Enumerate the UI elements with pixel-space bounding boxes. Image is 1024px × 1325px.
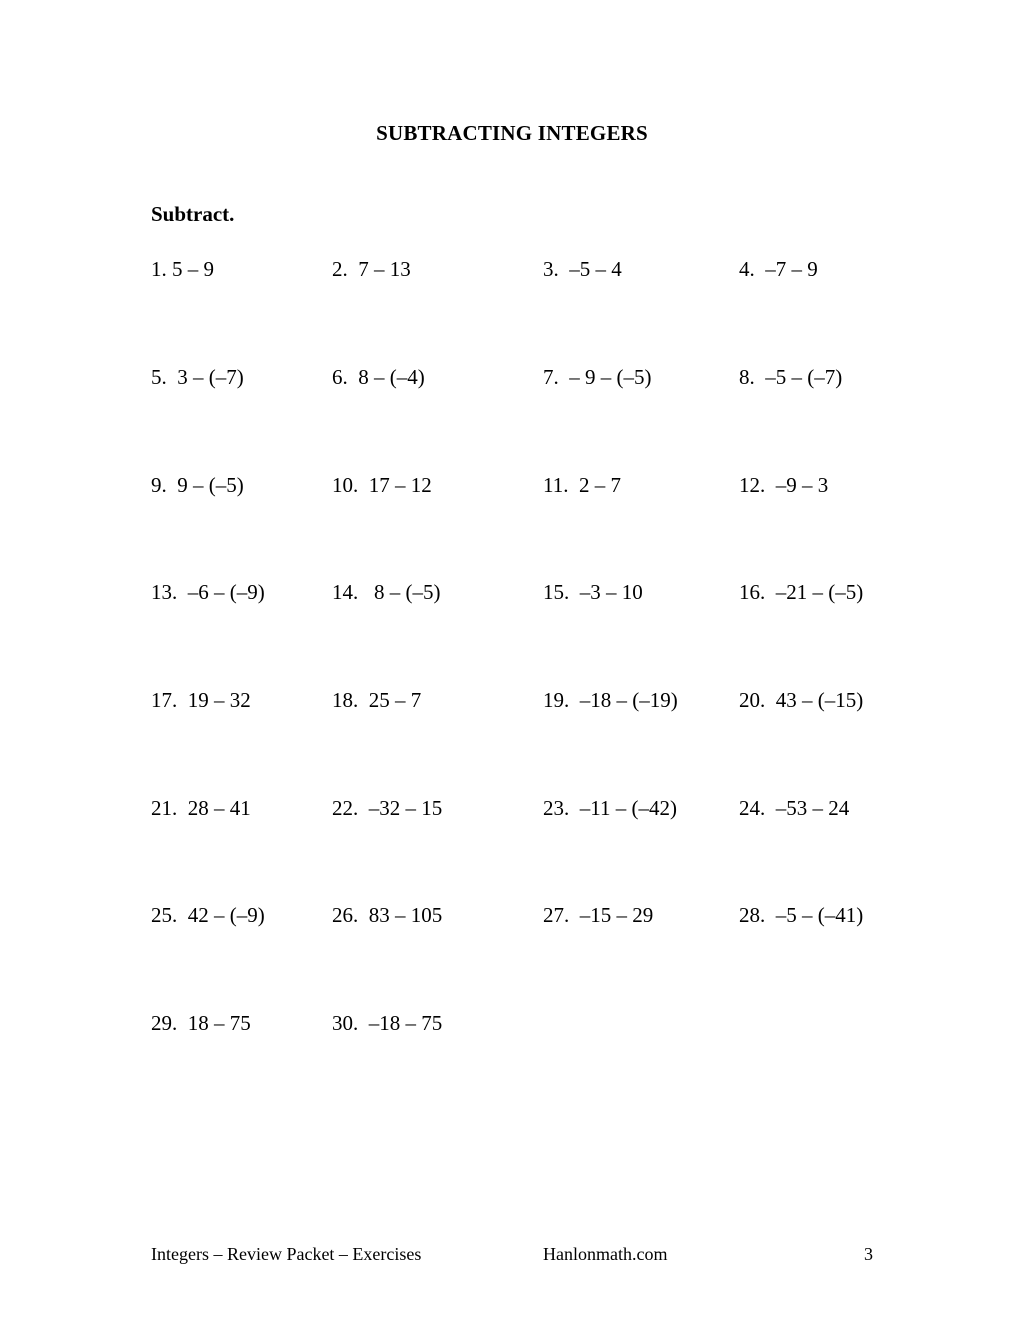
problem-item: 13. –6 – (–9) <box>151 580 265 604</box>
problem-item: 6. 8 – (–4) <box>332 365 425 389</box>
problem-item: 2. 7 – 13 <box>332 257 411 281</box>
problem-item: 8. –5 – (–7) <box>739 365 843 389</box>
problem-item: 5. 3 – (–7) <box>151 365 244 389</box>
problem-item: 26. 83 – 105 <box>332 903 443 927</box>
problem-item: 21. 28 – 41 <box>151 796 251 820</box>
problem-item: 9. 9 – (–5) <box>151 473 244 497</box>
problem-item: 3. –5 – 4 <box>543 257 622 281</box>
problem-item: 18. 25 – 7 <box>332 688 422 712</box>
problem-item: 25. 42 – (–9) <box>151 903 265 927</box>
footer-page-number: 3 <box>864 1244 873 1264</box>
problem-item: 22. –32 – 15 <box>332 796 443 820</box>
problem-item: 10. 17 – 12 <box>332 473 432 497</box>
problem-item: 14. 8 – (–5) <box>332 580 441 604</box>
page-title: SUBTRACTING INTEGERS <box>376 121 648 145</box>
footer-website: Hanlonmath.com <box>543 1244 668 1264</box>
problem-item: 7. – 9 – (–5) <box>543 365 652 389</box>
problem-item: 19. –18 – (–19) <box>543 688 678 712</box>
problem-item: 20. 43 – (–15) <box>739 688 864 712</box>
problem-item: 15. –3 – 10 <box>543 580 643 604</box>
problem-item: 23. –11 – (–42) <box>543 796 677 820</box>
problem-item: 11. 2 – 7 <box>543 473 621 497</box>
problem-item: 4. –7 – 9 <box>739 257 818 281</box>
problem-item: 16. –21 – (–5) <box>739 580 864 604</box>
problem-item: 24. –53 – 24 <box>739 796 850 820</box>
problem-item: 17. 19 – 32 <box>151 688 251 712</box>
problem-item: 29. 18 – 75 <box>151 1011 251 1035</box>
problem-item: 28. –5 – (–41) <box>739 903 864 927</box>
footer-document-title: Integers – Review Packet – Exercises <box>151 1244 422 1264</box>
problem-item: 30. –18 – 75 <box>332 1011 443 1035</box>
problem-item: 1. 5 – 9 <box>151 257 214 281</box>
instruction-heading: Subtract. <box>151 202 235 226</box>
problem-item: 27. –15 – 29 <box>543 903 654 927</box>
problem-item: 12. –9 – 3 <box>739 473 829 497</box>
